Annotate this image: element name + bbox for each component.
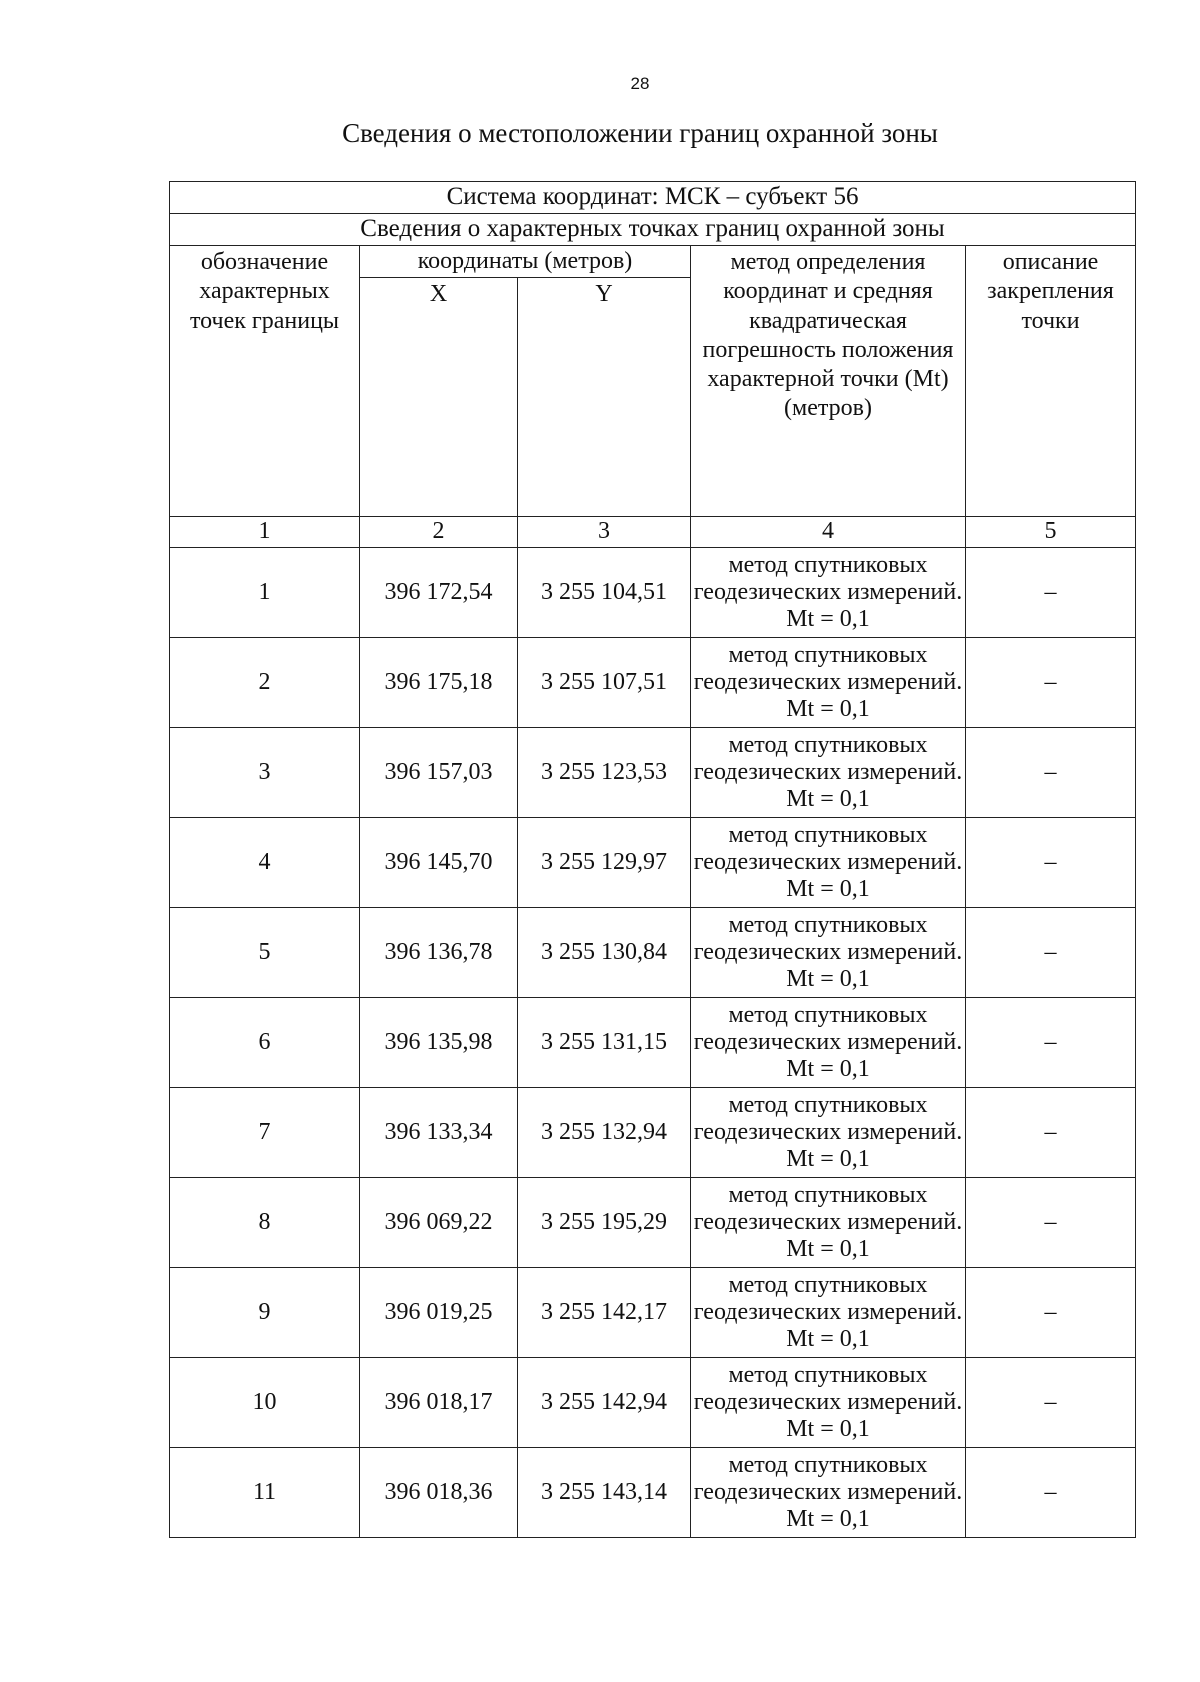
description-cell: – (966, 998, 1136, 1088)
page-title: Сведения о местоположении границ охранной зоны (342, 118, 938, 148)
point-cell: 2 (170, 638, 360, 728)
method-cell: метод спутниковых геодезических измерений. Mt = 0,1 (691, 1178, 966, 1268)
y-coordinate-cell: 3 255 132,94 (518, 1088, 691, 1178)
point-cell: 1 (170, 548, 360, 638)
x-coordinate-cell: 396 019,25 (360, 1268, 518, 1358)
table-row (170, 818, 1136, 908)
coordinate-system-cell: Система координат: МСК – субъект 56 (170, 182, 1136, 214)
method-cell: метод спутниковых геодезических измерений. Mt = 0,1 (691, 1268, 966, 1358)
y-coordinate-cell: 3 255 131,15 (518, 998, 691, 1088)
x-coordinate-cell: 396 018,17 (360, 1358, 518, 1448)
method-cell: метод спутниковых геодезических измерений. Mt = 0,1 (691, 1088, 966, 1178)
method-cell: метод спутниковых геодезических измерений. Mt = 0,1 (691, 998, 966, 1088)
description-cell: – (966, 1448, 1136, 1538)
table-system-row (170, 182, 1136, 214)
y-coordinate-cell: 3 255 142,94 (518, 1358, 691, 1448)
table-row (170, 1448, 1136, 1538)
column-number-row (170, 517, 1136, 548)
description-cell: – (966, 1358, 1136, 1448)
page-number: 28 (630, 74, 650, 93)
description-cell: – (966, 548, 1136, 638)
y-coordinate-cell: 3 255 123,53 (518, 728, 691, 818)
point-cell: 9 (170, 1268, 360, 1358)
y-coordinate-cell: 3 255 142,17 (518, 1268, 691, 1358)
method-cell: метод спутниковых геодезических измерений. Mt = 0,1 (691, 1448, 966, 1538)
y-coordinate-cell: 3 255 143,14 (518, 1448, 691, 1538)
y-coordinate-cell: 3 255 129,97 (518, 818, 691, 908)
point-cell: 7 (170, 1088, 360, 1178)
table-row (170, 728, 1136, 818)
x-coordinate-cell: 396 136,78 (360, 908, 518, 998)
x-coordinate-cell: 396 069,22 (360, 1178, 518, 1268)
y-coordinate-cell: 3 255 195,29 (518, 1178, 691, 1268)
coordinates-table (169, 181, 1136, 1538)
header-y: Y (518, 278, 691, 517)
x-coordinate-cell: 396 133,34 (360, 1088, 518, 1178)
method-cell: метод спутниковых геодезических измерений. Mt = 0,1 (691, 908, 966, 998)
table-row (170, 1268, 1136, 1358)
header-method: метод определения координат и средняя квадратическая погрешность положения характерной точки (Mt) (метров) (691, 246, 966, 517)
header-point-designation: обозначение характерных точек границы (170, 246, 360, 517)
column-number: 2 (360, 517, 518, 548)
point-cell: 5 (170, 908, 360, 998)
x-coordinate-cell: 396 157,03 (360, 728, 518, 818)
header-x: X (360, 278, 518, 517)
point-cell: 4 (170, 818, 360, 908)
description-cell: – (966, 908, 1136, 998)
description-cell: – (966, 1268, 1136, 1358)
table-row (170, 548, 1136, 638)
column-number: 5 (966, 517, 1136, 548)
column-number: 3 (518, 517, 691, 548)
x-coordinate-cell: 396 172,54 (360, 548, 518, 638)
method-cell: метод спутниковых геодезических измерений. Mt = 0,1 (691, 1358, 966, 1448)
description-cell: – (966, 818, 1136, 908)
table-info-row (170, 214, 1136, 246)
method-cell: метод спутниковых геодезических измерений. Mt = 0,1 (691, 548, 966, 638)
column-number: 4 (691, 517, 966, 548)
table-row (170, 1178, 1136, 1268)
table-row (170, 998, 1136, 1088)
method-cell: метод спутниковых геодезических измерений. Mt = 0,1 (691, 818, 966, 908)
description-cell: – (966, 638, 1136, 728)
description-cell: – (966, 1088, 1136, 1178)
column-number: 1 (170, 517, 360, 548)
y-coordinate-cell: 3 255 107,51 (518, 638, 691, 728)
table-row (170, 1088, 1136, 1178)
x-coordinate-cell: 396 145,70 (360, 818, 518, 908)
x-coordinate-cell: 396 135,98 (360, 998, 518, 1088)
points-info-cell: Сведения о характерных точках границ охранной зоны (170, 214, 1136, 246)
y-coordinate-cell: 3 255 130,84 (518, 908, 691, 998)
table-header-row (170, 246, 1136, 278)
table-row (170, 1358, 1136, 1448)
description-cell: – (966, 1178, 1136, 1268)
point-cell: 10 (170, 1358, 360, 1448)
header-coordinates: координаты (метров) (360, 246, 691, 278)
point-cell: 3 (170, 728, 360, 818)
x-coordinate-cell: 396 175,18 (360, 638, 518, 728)
x-coordinate-cell: 396 018,36 (360, 1448, 518, 1538)
method-cell: метод спутниковых геодезических измерений. Mt = 0,1 (691, 728, 966, 818)
y-coordinate-cell: 3 255 104,51 (518, 548, 691, 638)
point-cell: 8 (170, 1178, 360, 1268)
description-cell: – (966, 728, 1136, 818)
method-cell: метод спутниковых геодезических измерений. Mt = 0,1 (691, 638, 966, 728)
header-description: описание закрепления точки (966, 246, 1136, 517)
point-cell: 11 (170, 1448, 360, 1538)
table-row (170, 638, 1136, 728)
table-row (170, 908, 1136, 998)
point-cell: 6 (170, 998, 360, 1088)
